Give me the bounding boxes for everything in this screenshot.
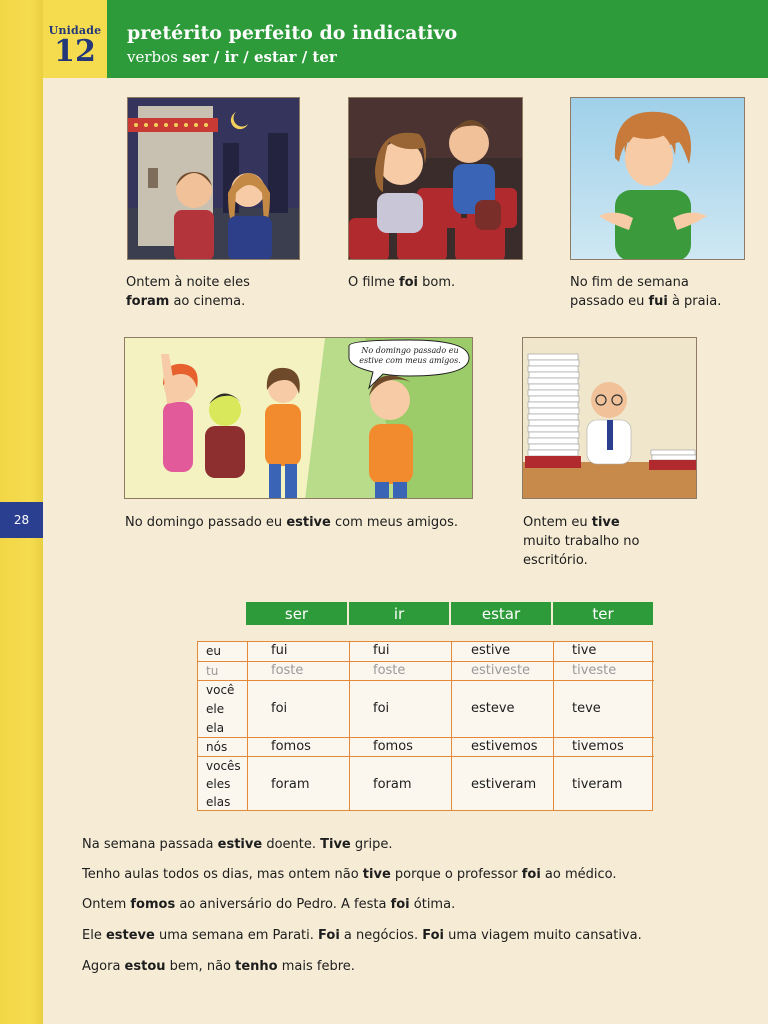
form-ter-tu: tiveste (572, 663, 617, 678)
verb-header-ter: ter (553, 602, 653, 625)
cinema-night-image (128, 98, 300, 260)
pronoun-ele: ele (206, 702, 225, 716)
form-ser-ele: foi (271, 701, 288, 716)
caption-cinema-rest: ao cinema. (169, 294, 246, 309)
speech-balloon-line-2: estive com meus amigos. (359, 356, 461, 365)
verb-header-ser: ser (246, 602, 347, 625)
pronoun-tu: tu (206, 664, 219, 678)
conjugation-table (197, 641, 653, 811)
caption-office-line-3: escritório. (523, 553, 588, 568)
page-title: pretérito perfeito do indicativo (127, 22, 458, 44)
pronoun-ela: ela (206, 721, 225, 735)
example-sentence: Ele esteve uma semana em Parati. Foi a negócios. Foi uma viagem muito cansativa. (82, 928, 642, 943)
form-ser-eu: fui (271, 643, 288, 658)
subtitle-prefix: verbos (127, 48, 183, 66)
page-number (0, 502, 43, 538)
unit-number: 12 (54, 34, 96, 69)
caption-office (523, 513, 703, 570)
form-ir-tu: foste (373, 663, 406, 678)
unit-badge (43, 0, 107, 78)
table-row (198, 680, 654, 737)
pronoun-eles: eles (206, 777, 231, 791)
caption-beach-verb: fui (648, 294, 668, 309)
caption-office-pre: Ontem eu (523, 515, 592, 530)
caption-movie-post: bom. (418, 275, 456, 290)
pronoun-eu: eu (206, 644, 221, 658)
caption-friends (125, 513, 485, 532)
illustration-beach (570, 97, 745, 260)
caption-friends-line-1 (125, 513, 485, 532)
caption-office-line-1 (523, 513, 703, 532)
pronoun-elas: elas (206, 795, 231, 809)
page-number-text: 28 (13, 513, 30, 527)
page-subtitle (127, 48, 768, 66)
form-ser-nos: fomos (271, 739, 311, 754)
caption-beach-post: à praia. (667, 294, 722, 309)
table-row (198, 737, 654, 756)
caption-movie (348, 273, 528, 292)
form-ter-eles: tiveram (572, 777, 623, 792)
subtitle-verbs: ser / ir / estar / ter (182, 48, 337, 66)
illustration-movie (348, 97, 523, 260)
table-row (198, 661, 654, 680)
caption-cinema-verb: foram (126, 294, 170, 309)
form-estar-ele: esteve (471, 701, 515, 716)
form-ser-tu: foste (271, 663, 304, 678)
caption-friends-verb: estive (286, 515, 331, 530)
form-ir-ele: foi (373, 701, 390, 716)
verb-header-estar: estar (451, 602, 551, 625)
example-sentence: Tenho aulas todos os dias, mas ontem não tive porque o professor foi ao médico. (82, 867, 617, 882)
caption-cinema (126, 273, 306, 311)
pronoun-voce: você (206, 683, 235, 697)
beach-person-image (571, 98, 745, 260)
form-ser-eles: foram (271, 777, 310, 792)
caption-friends-pre: No domingo passado eu (125, 515, 287, 530)
form-ter-eu: tive (572, 643, 597, 658)
form-estar-nos: estivemos (471, 739, 538, 754)
caption-beach-line-2 (570, 292, 750, 311)
speech-balloon-line-1: No domingo passado eu (361, 346, 459, 355)
caption-cinema-line-2 (126, 292, 306, 311)
caption-office-verb: tive (591, 515, 620, 530)
form-ir-eles: foram (373, 777, 412, 792)
example-sentence: Na semana passada estive doente. Tive gripe. (82, 837, 393, 852)
illustration-office (522, 337, 697, 499)
example-sentence: Agora estou bem, não tenho mais febre. (82, 959, 355, 974)
caption-movie-line-1 (348, 273, 528, 292)
form-ir-eu: fui (373, 643, 390, 658)
header-bar (107, 0, 768, 78)
pronoun-nos: nós (206, 740, 228, 754)
caption-movie-verb: foi (398, 275, 419, 290)
speech-balloon (351, 346, 469, 366)
table-row (198, 642, 654, 661)
example-sentence: Ontem fomos ao aniversário do Pedro. A festa foi ótima. (82, 897, 456, 912)
form-ir-nos: fomos (373, 739, 413, 754)
form-estar-eles: estiveram (471, 777, 537, 792)
caption-movie-pre: O filme (348, 275, 399, 290)
form-ter-nos: tivemos (572, 739, 624, 754)
office-work-image (523, 338, 697, 499)
caption-cinema-line-1: Ontem à noite eles (126, 275, 250, 290)
table-row (198, 756, 654, 812)
caption-beach (570, 273, 750, 311)
illustration-friends (124, 337, 473, 499)
pronoun-voces: vocês (206, 759, 241, 773)
form-estar-tu: estiveste (471, 663, 531, 678)
unit-label: Unidade (48, 24, 102, 37)
caption-beach-pre: passado eu (570, 294, 649, 309)
form-ter-ele: teve (572, 701, 601, 716)
form-estar-eu: estive (471, 643, 511, 658)
caption-friends-post: com meus amigos. (330, 515, 459, 530)
verb-header-ir: ir (349, 602, 449, 625)
movie-theater-image (349, 98, 523, 260)
illustration-cinema (127, 97, 300, 260)
caption-beach-line-1: No fim de semana (570, 275, 689, 290)
caption-office-line-2: muito trabalho no (523, 534, 640, 549)
